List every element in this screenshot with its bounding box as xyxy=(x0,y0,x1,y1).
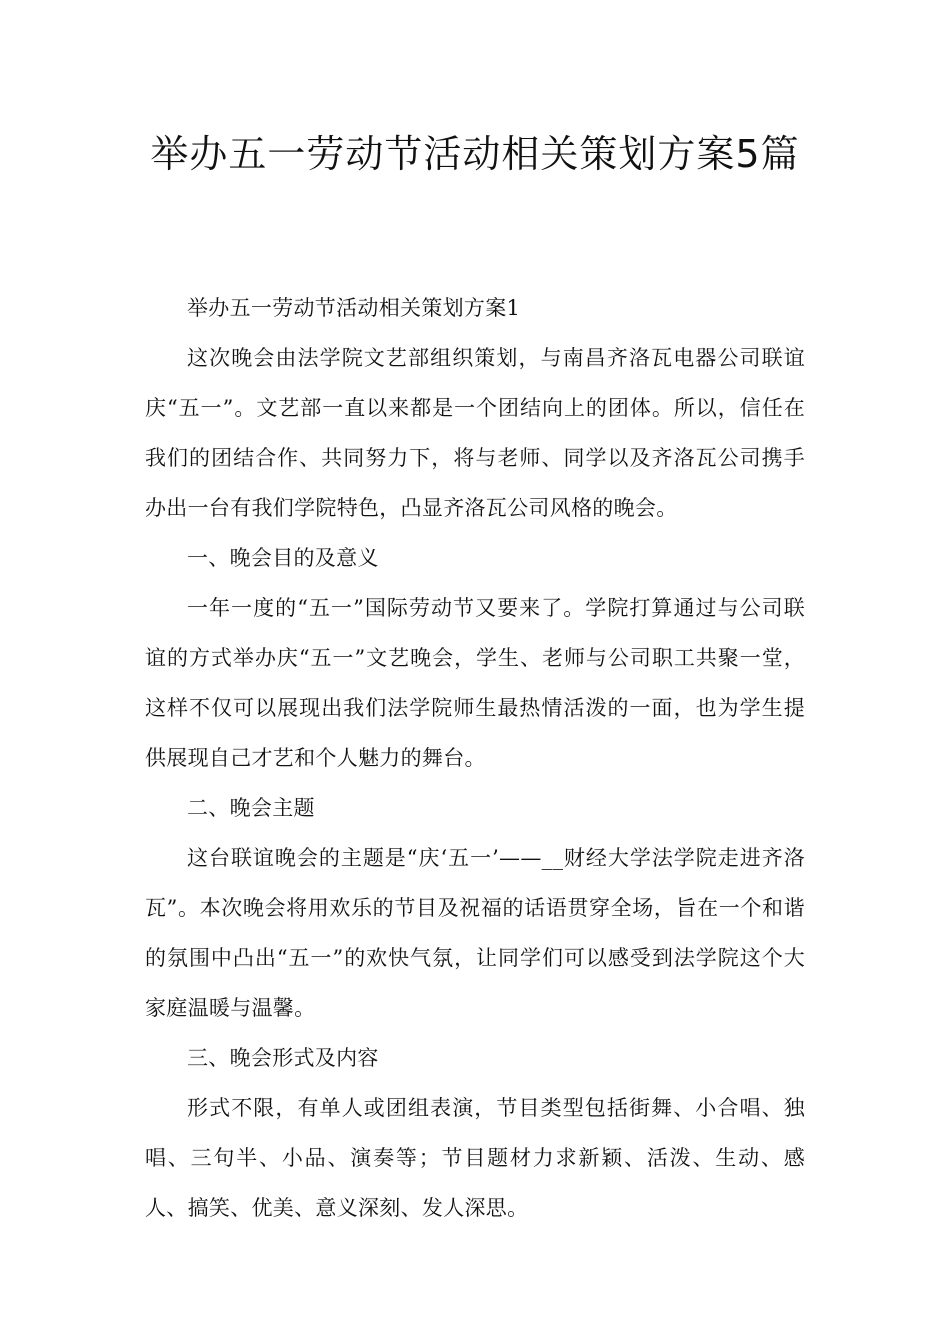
body-paragraph: 形式不限，有单人或团组表演，节目类型包括街舞、小合唱、独唱、三句半、小品、演奏等；节目题材力求新颖、活泼、生动、感人、搞笑、优美、意义深刻、发人深思。 xyxy=(145,1096,805,1220)
section-heading: 一、晚会目的及意义 xyxy=(187,546,379,570)
body-paragraph: 一年一度的“五一”国际劳动节又要来了。学院打算通过与公司联谊的方式举办庆“五一”文艺晚会，学生、老师与公司职工共聚一堂，这样不仅可以展现出我们法学院师生最热情活泼的一面，也为学生提供展现自己才艺和个人魅力的舞台。 xyxy=(145,596,805,770)
section-heading: 三、晚会形式及内容 xyxy=(187,1046,379,1070)
section-heading: 二、晚会主题 xyxy=(187,796,315,820)
section-heading: 举办五一劳动节活动相关策划方案1 xyxy=(187,296,521,320)
body-paragraph: 这次晚会由法学院文艺部组织策划，与南昌齐洛瓦电器公司联谊庆“五一”。文艺部一直以来都是一个团结向上的团体。所以，信任在我们的团结合作、共同努力下，将与老师、同学以及齐洛瓦公司携手办出一台有我们学院特色，凸显齐洛瓦公司风格的晚会。 xyxy=(145,346,805,520)
document-body xyxy=(145,283,805,1233)
body-paragraph: 这台联谊晚会的主题是“庆‘五一’——__财经大学法学院走进齐洛瓦”。本次晚会将用欢乐的节目及祝福的话语贯穿全场，旨在一个和谐的氛围中凸出“五一”的欢快气氛，让同学们可以感受到法学院这个大家庭温暖与温馨。 xyxy=(145,846,805,1020)
document-title: 举办五一劳动节活动相关策划方案5篇 xyxy=(150,132,800,176)
